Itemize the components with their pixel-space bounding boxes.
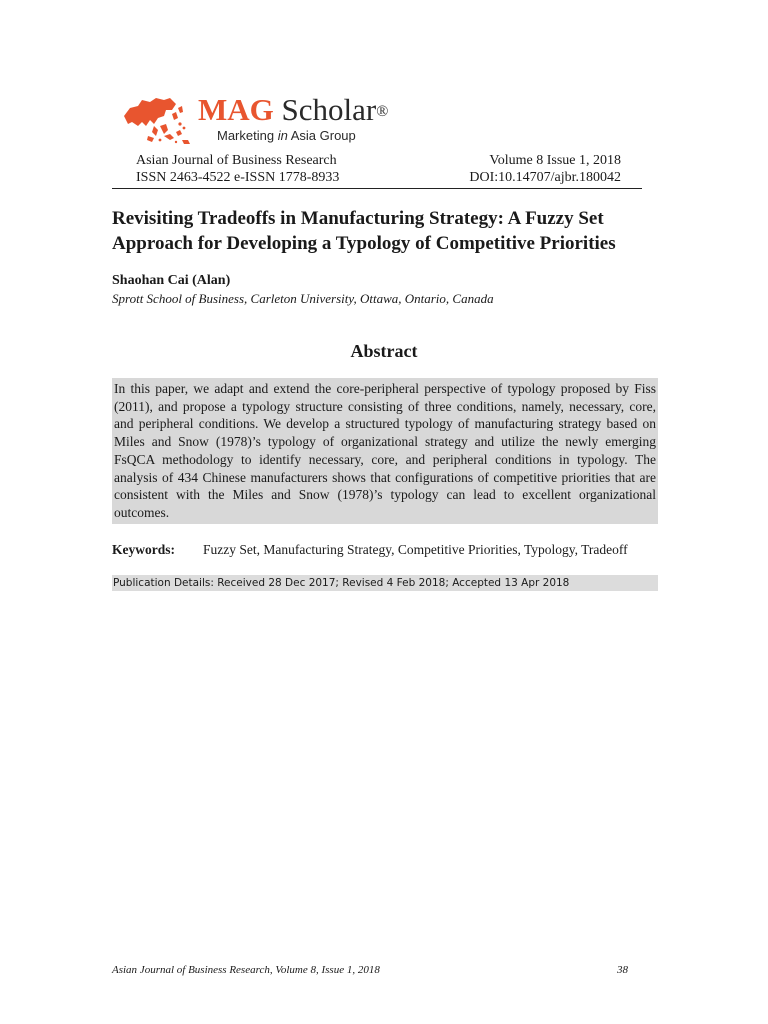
page-number: 38 [617, 964, 628, 976]
journal-info [136, 152, 339, 186]
paper-title: Revisiting Tradeoffs in Manufacturing Strategy: A Fuzzy Set Approach for Developing a Typology of Competitive Priorities [112, 208, 616, 254]
keywords-label: Keywords: [112, 542, 175, 557]
journal-issn: ISSN 2463-4522 e-ISSN 1778-8933 [136, 170, 340, 185]
logo-brand-accent: MAG [198, 92, 274, 127]
publication-details: Publication Details: Received 28 Dec 2017; Revised 4 Feb 2018; Accepted 13 Apr 2018 [113, 577, 570, 589]
abstract-box [112, 378, 658, 524]
tagline-post: Asia Group [287, 128, 356, 143]
mag-scholar-logo [120, 92, 420, 152]
journal-doi: DOI:10.14707/ajbr.180042 [469, 170, 621, 185]
registered-mark: ® [376, 103, 389, 120]
header-rule [112, 188, 642, 189]
keywords-text: Fuzzy Set, Manufacturing Strategy, Competitive Priorities, Typology, Tradeoff [203, 542, 628, 557]
logo-tagline [217, 128, 356, 143]
journal-name: Asian Journal of Business Research [136, 153, 337, 168]
author-affiliation: Sprott School of Business, Carleton University, Ottawa, Ontario, Canada [112, 291, 494, 306]
issue-info [469, 152, 621, 186]
logo-brand-rest: Scholar [281, 92, 377, 127]
logo-wordmark [198, 94, 388, 126]
tagline-pre: Marketing [217, 128, 278, 143]
abstract-heading: Abstract [350, 341, 418, 361]
author-name: Shaohan Cai (Alan) [112, 273, 231, 288]
tagline-in: in [277, 128, 288, 143]
publication-details-box [112, 575, 658, 591]
asia-map-icon [120, 96, 194, 146]
footer-citation: Asian Journal of Business Research, Volume 8, Issue 1, 2018 [112, 964, 380, 976]
journal-volume: Volume 8 Issue 1, 2018 [489, 153, 621, 168]
abstract-text: In this paper, we adapt and extend the core-peripheral perspective of typology proposed by Fiss (2011), and propose a typology structure consisting of three conditions, namely, necessary, core, and peripheral conditions. We develop a structured typology of manufacturing strategy based on Miles and Snow (1978)’s typology of organizational strategy and utilize the newly emerging FsQCA methodology to identify necessary, core, and peripheral conditions in typology. The analysis of 434 Chinese manufacturers shows that configurations of competitive priorities that are consistent with the Miles and Snow (1978)’s typology can lead to excellent organizational outcomes. [114, 381, 656, 520]
